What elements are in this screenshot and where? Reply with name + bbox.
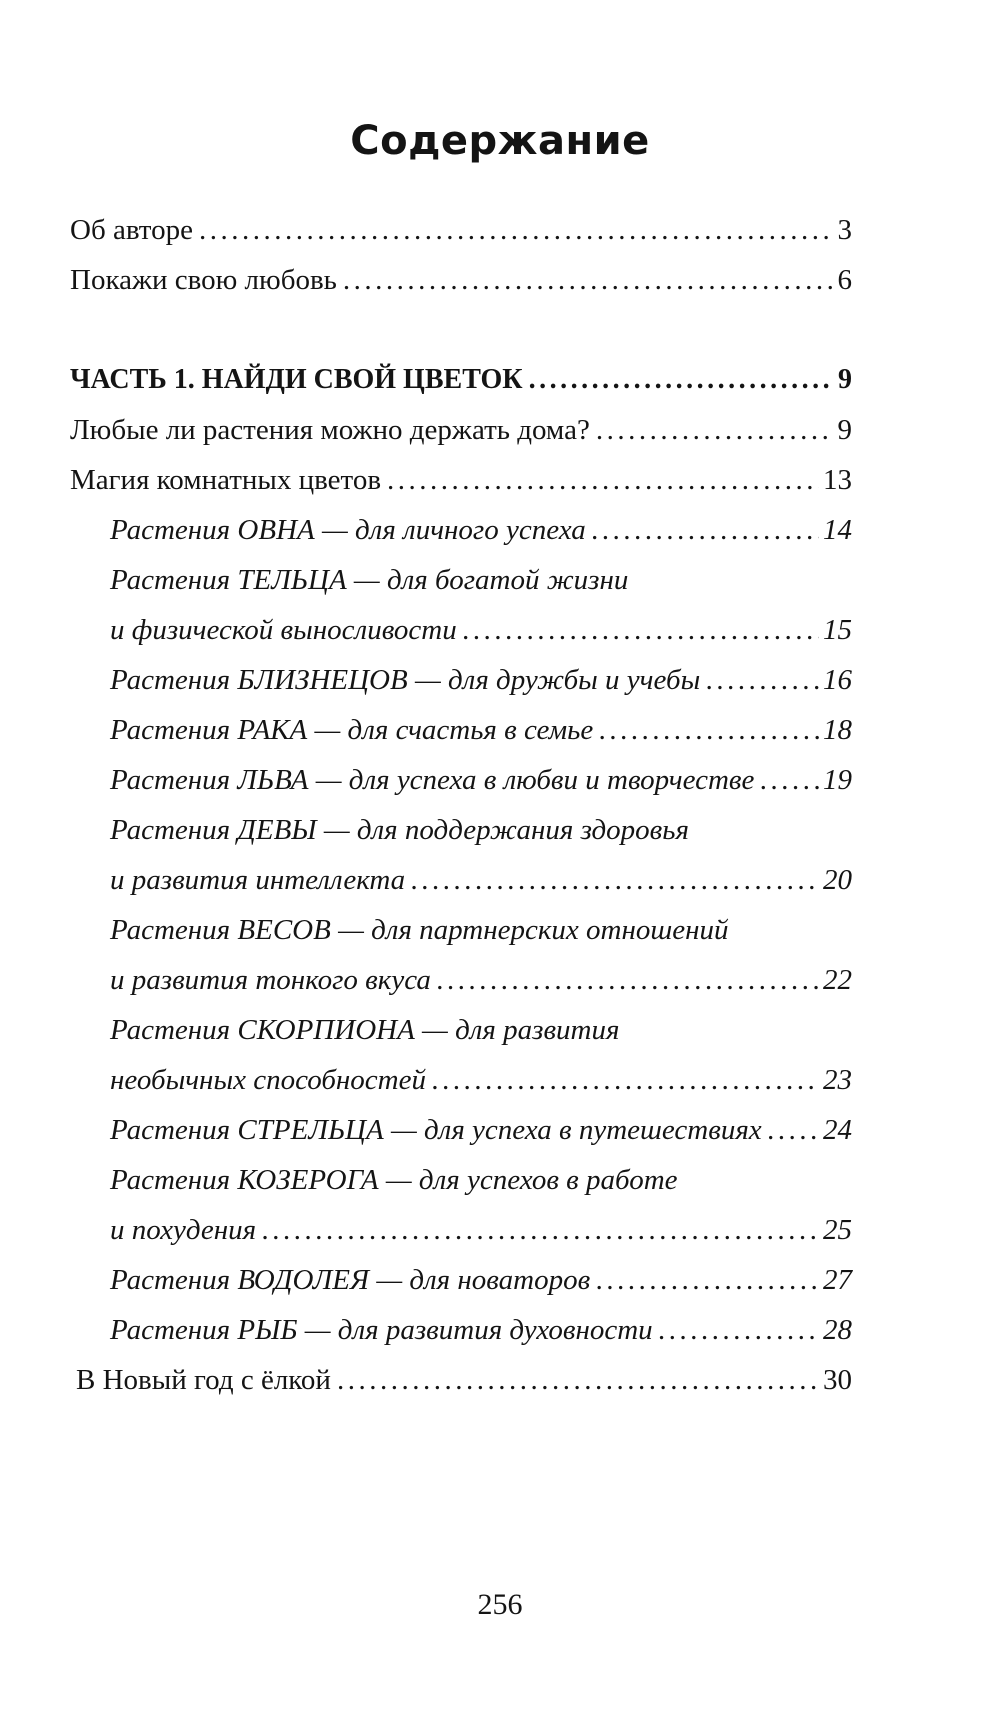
toc-page-number: 14: [823, 514, 852, 546]
toc-page-number: 15: [823, 614, 852, 646]
page-number: 256: [477, 1588, 523, 1621]
toc-page-number: 20: [823, 864, 852, 896]
toc-page-number: 28: [823, 1314, 852, 1346]
toc-entry-label: Растения БЛИЗНЕЦОВ — для дружбы и учебы: [110, 664, 701, 696]
toc-page-number: 22: [823, 964, 852, 996]
dot-leader: [599, 714, 819, 747]
dot-leader: [706, 664, 819, 697]
toc-page-number: 23: [823, 1064, 852, 1096]
toc-page-number: 18: [823, 714, 852, 746]
toc-entry-label: Растения РЫБ — для развития духовности: [110, 1314, 653, 1346]
dot-leader: [337, 1364, 819, 1397]
toc-entry-label: необычных способностей: [110, 1064, 426, 1096]
toc-entry-new-year: [76, 1364, 852, 1404]
dot-leader: [432, 1064, 819, 1097]
toc-entry-label: Растения РАКА — для счастья в семье: [110, 714, 594, 746]
toc-entry-label: Растения ЛЬВА — для успеха в любви и творчестве: [110, 764, 755, 796]
toc-entry-show-love: [70, 264, 852, 304]
toc-entry-any-plants: [70, 414, 852, 454]
toc-entry-label: и развития тонкого вкуса: [110, 964, 431, 996]
toc-entry-virgo-line1: Растения ДЕВЫ — для поддержания здоровья: [110, 814, 689, 846]
toc-entry-label: В Новый год с ёлкой: [76, 1364, 331, 1396]
toc-entry-magic: [70, 464, 852, 504]
toc-entry-scorpio-line1: Растения СКОРПИОНА — для развития: [110, 1014, 620, 1046]
toc-page-number: 3: [837, 214, 852, 246]
dot-leader: [596, 1264, 819, 1297]
toc-page-number: 27: [823, 1264, 852, 1296]
dot-leader: [343, 264, 834, 297]
toc-page-number: 25: [823, 1214, 852, 1246]
toc-entry-label: Покажи свою любовь: [70, 264, 337, 296]
dot-leader: [529, 364, 834, 396]
dot-leader: [659, 1314, 819, 1347]
toc-page-number: 9: [838, 364, 852, 395]
toc-entry-taurus: [110, 614, 852, 654]
toc-part-heading: [70, 364, 852, 404]
toc-page-number: 6: [837, 264, 852, 296]
toc-entry-label: и развития интеллекта: [110, 864, 406, 896]
toc-entry-label: Об авторе: [70, 214, 193, 246]
toc-entry-libra-line1: Растения ВЕСОВ — для партнерских отношений: [110, 914, 729, 946]
toc-page-number: 24: [823, 1114, 852, 1146]
toc-entry-scorpio: [110, 1064, 852, 1104]
toc-entry-label: и похудения: [110, 1214, 257, 1246]
dot-leader: [760, 764, 819, 797]
toc-entry-cancer: [110, 714, 852, 754]
dot-leader: [199, 214, 834, 247]
toc-entry-label: Растения СТРЕЛЬЦА — для успеха в путешествиях: [110, 1114, 762, 1146]
toc-entry-capricorn-line1: Растения КОЗЕРОГА — для успехов в работе: [110, 1164, 678, 1196]
toc-page-number: 19: [823, 764, 852, 796]
toc-page-number: 30: [823, 1364, 852, 1396]
toc-entry-pisces: [110, 1314, 852, 1354]
dot-leader: [387, 464, 819, 497]
toc-page-number: 16: [823, 664, 852, 696]
toc-entry-label: Магия комнатных цветов: [70, 464, 382, 496]
toc-entry-libra: [110, 964, 852, 1004]
dot-leader: [262, 1214, 819, 1247]
page-title: Содержание: [350, 118, 650, 164]
dot-leader: [463, 614, 819, 647]
toc-entry-taurus-line1: Растения ТЕЛЬЦА — для богатой жизни: [110, 564, 629, 596]
toc-entry-aquarius: [110, 1264, 852, 1304]
toc-page-number: 9: [837, 414, 852, 446]
toc-entry-label: ЧАСТЬ 1. НАЙДИ СВОЙ ЦВЕТОК: [70, 364, 523, 395]
toc-entry-leo: [110, 764, 852, 804]
toc-entry-virgo: [110, 864, 852, 904]
toc-entry-capricorn: [110, 1214, 852, 1254]
toc-entry-aries: [110, 514, 852, 554]
dot-leader: [411, 864, 819, 897]
toc-entry-label: и физической выносливости: [110, 614, 457, 646]
toc-entry-sagittarius: [110, 1114, 852, 1154]
dot-leader: [437, 964, 819, 997]
toc-entry-label: Любые ли растения можно держать дома?: [70, 414, 590, 446]
dot-leader: [596, 414, 834, 447]
toc-entry-label: Растения ВОДОЛЕЯ — для новаторов: [110, 1264, 591, 1296]
dot-leader: [768, 1114, 819, 1147]
toc-entry-gemini: [110, 664, 852, 704]
toc-page-number: 13: [823, 464, 852, 496]
dot-leader: [592, 514, 819, 547]
toc-entry-about-author: [70, 214, 852, 254]
toc-entry-label: Растения ОВНА — для личного успеха: [110, 514, 586, 546]
